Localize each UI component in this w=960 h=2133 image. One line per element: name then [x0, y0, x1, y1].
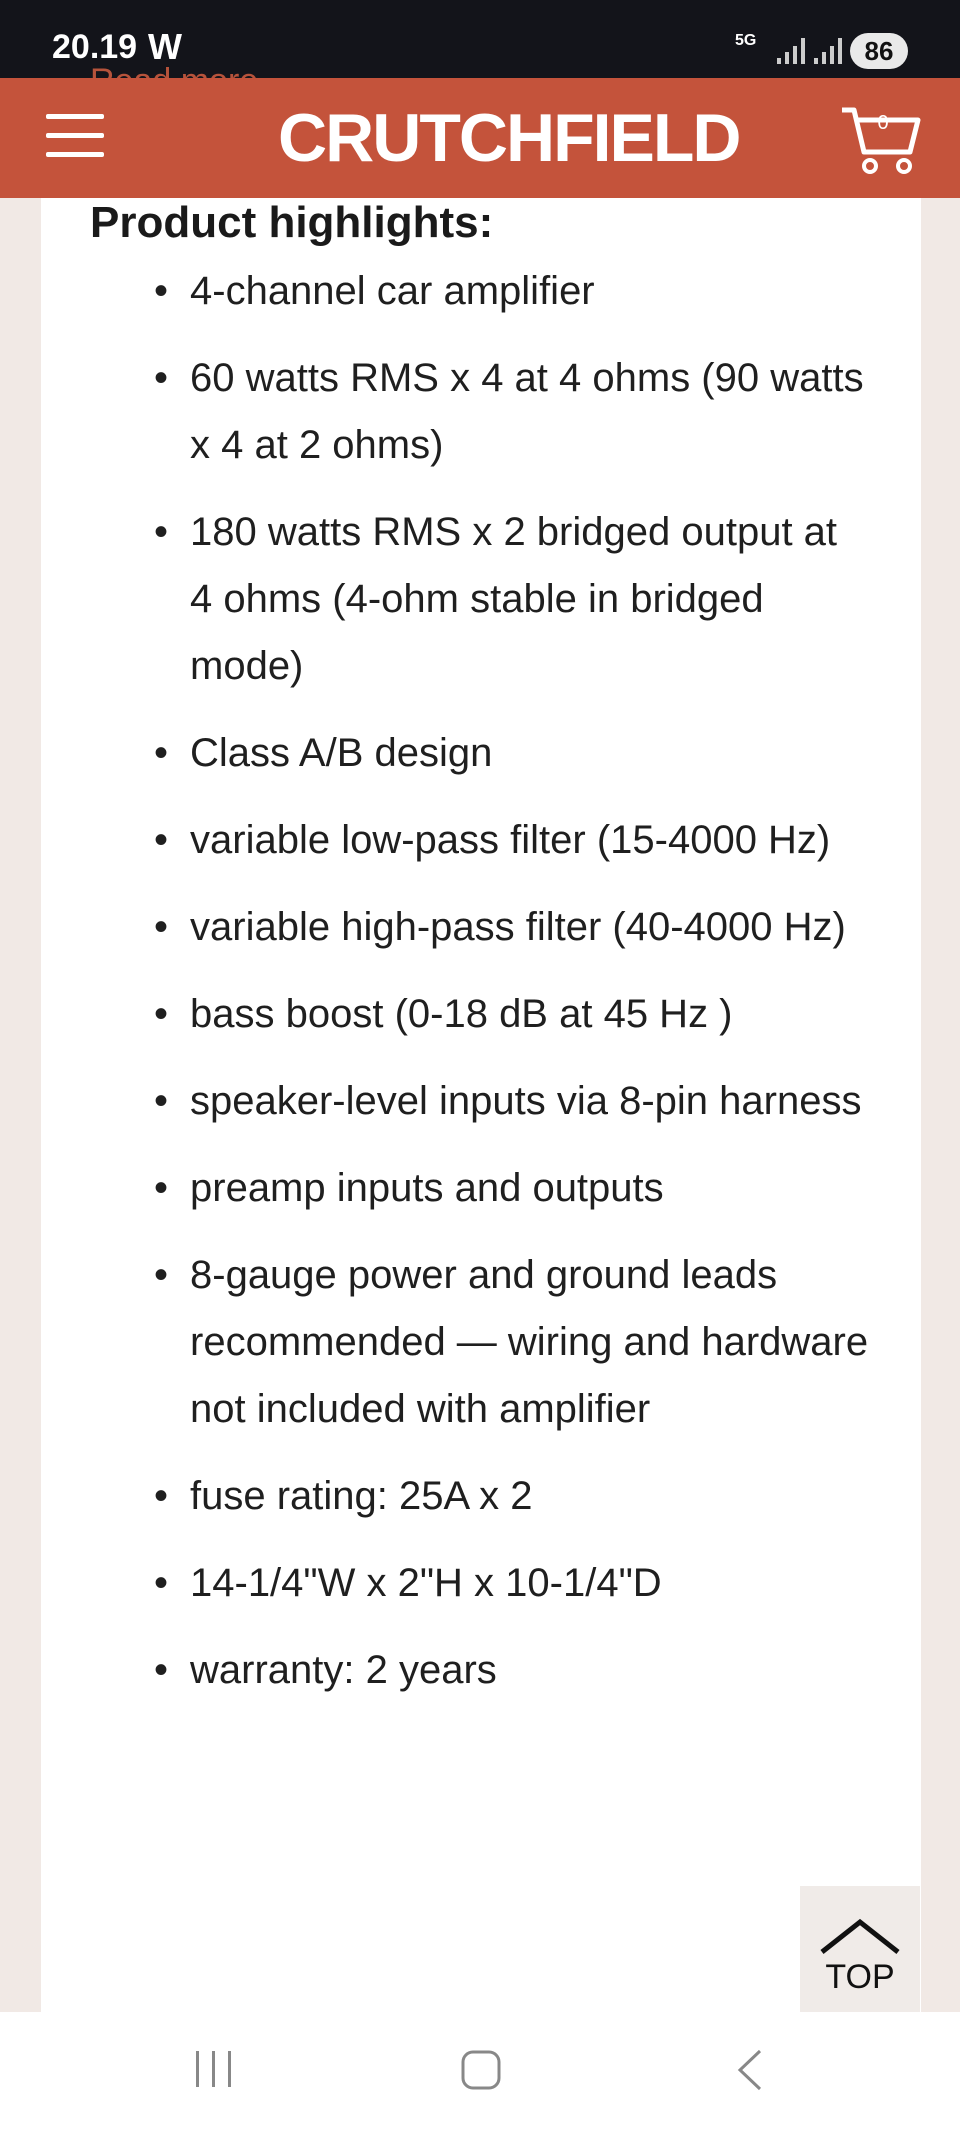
home-icon[interactable] [458, 2047, 504, 2093]
status-time: 20.19 [52, 28, 138, 66]
highlights-list [150, 258, 870, 1724]
hamburger-menu-icon[interactable] [46, 114, 104, 160]
list-item: • speaker-level inputs via 8-pin harness [150, 1068, 870, 1135]
list-item: • 14-1/4"W x 2"H x 10-1/4"D [150, 1550, 870, 1617]
back-icon[interactable] [730, 2047, 770, 2093]
list-item: • 4-channel car amplifier [150, 258, 870, 325]
list-item: • Class A/B design [150, 720, 870, 787]
network-type: 5G [735, 32, 757, 49]
battery-indicator: 86 [850, 33, 908, 69]
signal-icon [775, 32, 811, 66]
list-item: • 60 watts RMS x 4 at 4 ohms (90 watts x 4 at 2 ohms) [150, 345, 870, 479]
list-item: • variable low-pass filter (15-4000 Hz) [150, 807, 870, 874]
signal-icon-2 [812, 32, 848, 66]
site-header [0, 78, 960, 198]
list-item: • variable high-pass filter (40-4000 Hz) [150, 894, 870, 961]
cart-count: 0 [877, 112, 889, 134]
list-item: • warranty: 2 years [150, 1637, 870, 1704]
list-item: • fuse rating: 25A x 2 [150, 1463, 870, 1530]
system-nav-bar [0, 2012, 960, 2133]
crutchfield-logo[interactable]: CRUTCHFIELD [278, 100, 740, 176]
list-item: • preamp inputs and outputs [150, 1155, 870, 1222]
recent-apps-icon[interactable] [190, 2047, 238, 2093]
section-title: Product highlights: [90, 198, 494, 247]
list-item: • 180 watts RMS x 2 bridged output at 4 ohms (4-ohm stable in bridged mode) [150, 499, 870, 700]
chevron-up-icon [818, 1916, 902, 1956]
shopping-cart-icon[interactable] [840, 104, 922, 176]
list-item: • bass boost (0-18 dB at 45 Hz ) [150, 981, 870, 1048]
list-item: • 8-gauge power and ground leads recommended — wiring and hardware not included with amplifier [150, 1242, 870, 1443]
notification-w-icon: W [148, 26, 182, 67]
back-to-top-button[interactable] [800, 1886, 920, 2012]
back-to-top-label: TOP [825, 1958, 895, 1996]
